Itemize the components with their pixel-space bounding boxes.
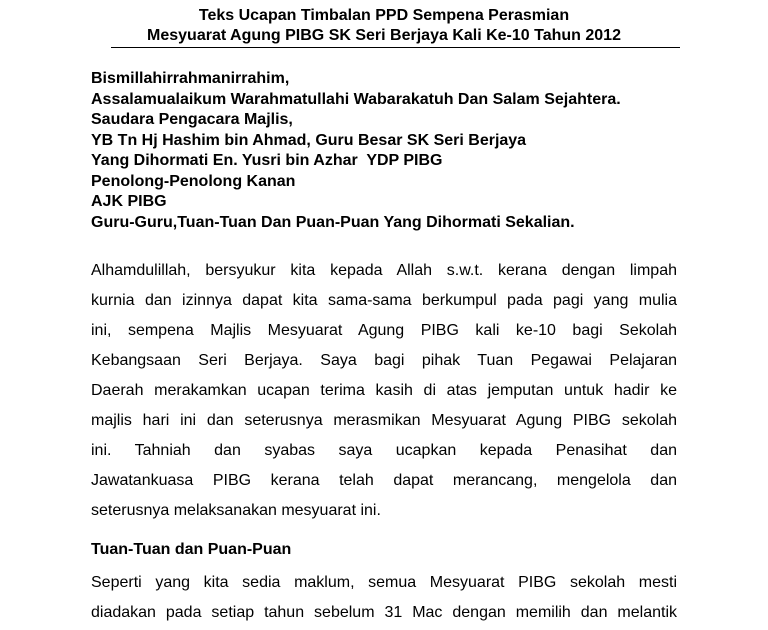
greeting-line: YB Tn Hj Hashim bin Ahmad, Guru Besar SK Seri Berjaya (91, 131, 527, 149)
document-title (0, 6, 768, 46)
paragraph-opening (91, 256, 677, 526)
greeting-line: Yang Dihormati En. Yusri bin Azhar YDP PIBG (91, 152, 443, 169)
greeting-line: AJK PIBG (91, 193, 167, 210)
paragraph-line: ini, sempena Majlis Mesyuarat Agung PIBG kali ke-10 bagi Sekolah (91, 322, 677, 339)
greeting-line: Guru-Guru,Tuan-Tuan Dan Puan-Puan Yang Dihormati Sekalian. (91, 213, 575, 231)
section-subheading: Tuan-Tuan dan Puan-Puan (91, 541, 292, 558)
greeting-line: Saudara Pengacara Majlis, (91, 111, 293, 128)
paragraph-line: ini. Tahniah dan syabas saya ucapkan kepada Penasihat dan (91, 442, 677, 459)
paragraph-line: Daerah merakamkan ucapan terima kasih di atas jemputan untuk hadir ke (91, 382, 677, 399)
paragraph-line: Seperti yang kita sedia maklum, semua Mesyuarat PIBG sekolah mesti (91, 574, 677, 591)
paragraph-second (91, 568, 677, 628)
paragraph-line: kurnia dan izinnya dapat kita sama-sama berkumpul pada pagi yang mulia (91, 292, 677, 309)
paragraph-line: diadakan pada setiap tahun sebelum 31 Mac dengan memilih dan melantik (91, 604, 677, 621)
paragraph-line: Jawatankuasa PIBG kerana telah dapat merancang, mengelola dan (91, 472, 677, 489)
paragraph-line: Kebangsaan Seri Berjaya. Saya bagi pihak Tuan Pegawai Pelajaran (91, 352, 677, 369)
paragraph-line: majlis hari ini dan seterusnya merasmikan Mesyuarat Agung PIBG sekolah (91, 412, 677, 429)
title-line-1: Teks Ucapan Timbalan PPD Sempena Perasmian (198, 7, 570, 24)
greeting-line: Penolong-Penolong Kanan (91, 172, 296, 190)
greetings-block (91, 69, 711, 233)
paragraph-line: Alhamdulillah, bersyukur kita kepada Allah s.w.t. kerana dengan limpah (91, 262, 677, 279)
greeting-line: Assalamualaikum Warahmatullahi Wabarakatuh Dan Salam Sejahtera. (91, 90, 621, 108)
paragraph-line: seterusnya melaksanakan mesyuarat ini. (91, 502, 381, 519)
title-line-2: Mesyuarat Agung PIBG SK Seri Berjaya Kali Ke-10 Tahun 2012 (147, 27, 621, 44)
title-underline (111, 47, 680, 48)
greeting-line: Bismillahirrahmanirrahim, (91, 70, 290, 87)
